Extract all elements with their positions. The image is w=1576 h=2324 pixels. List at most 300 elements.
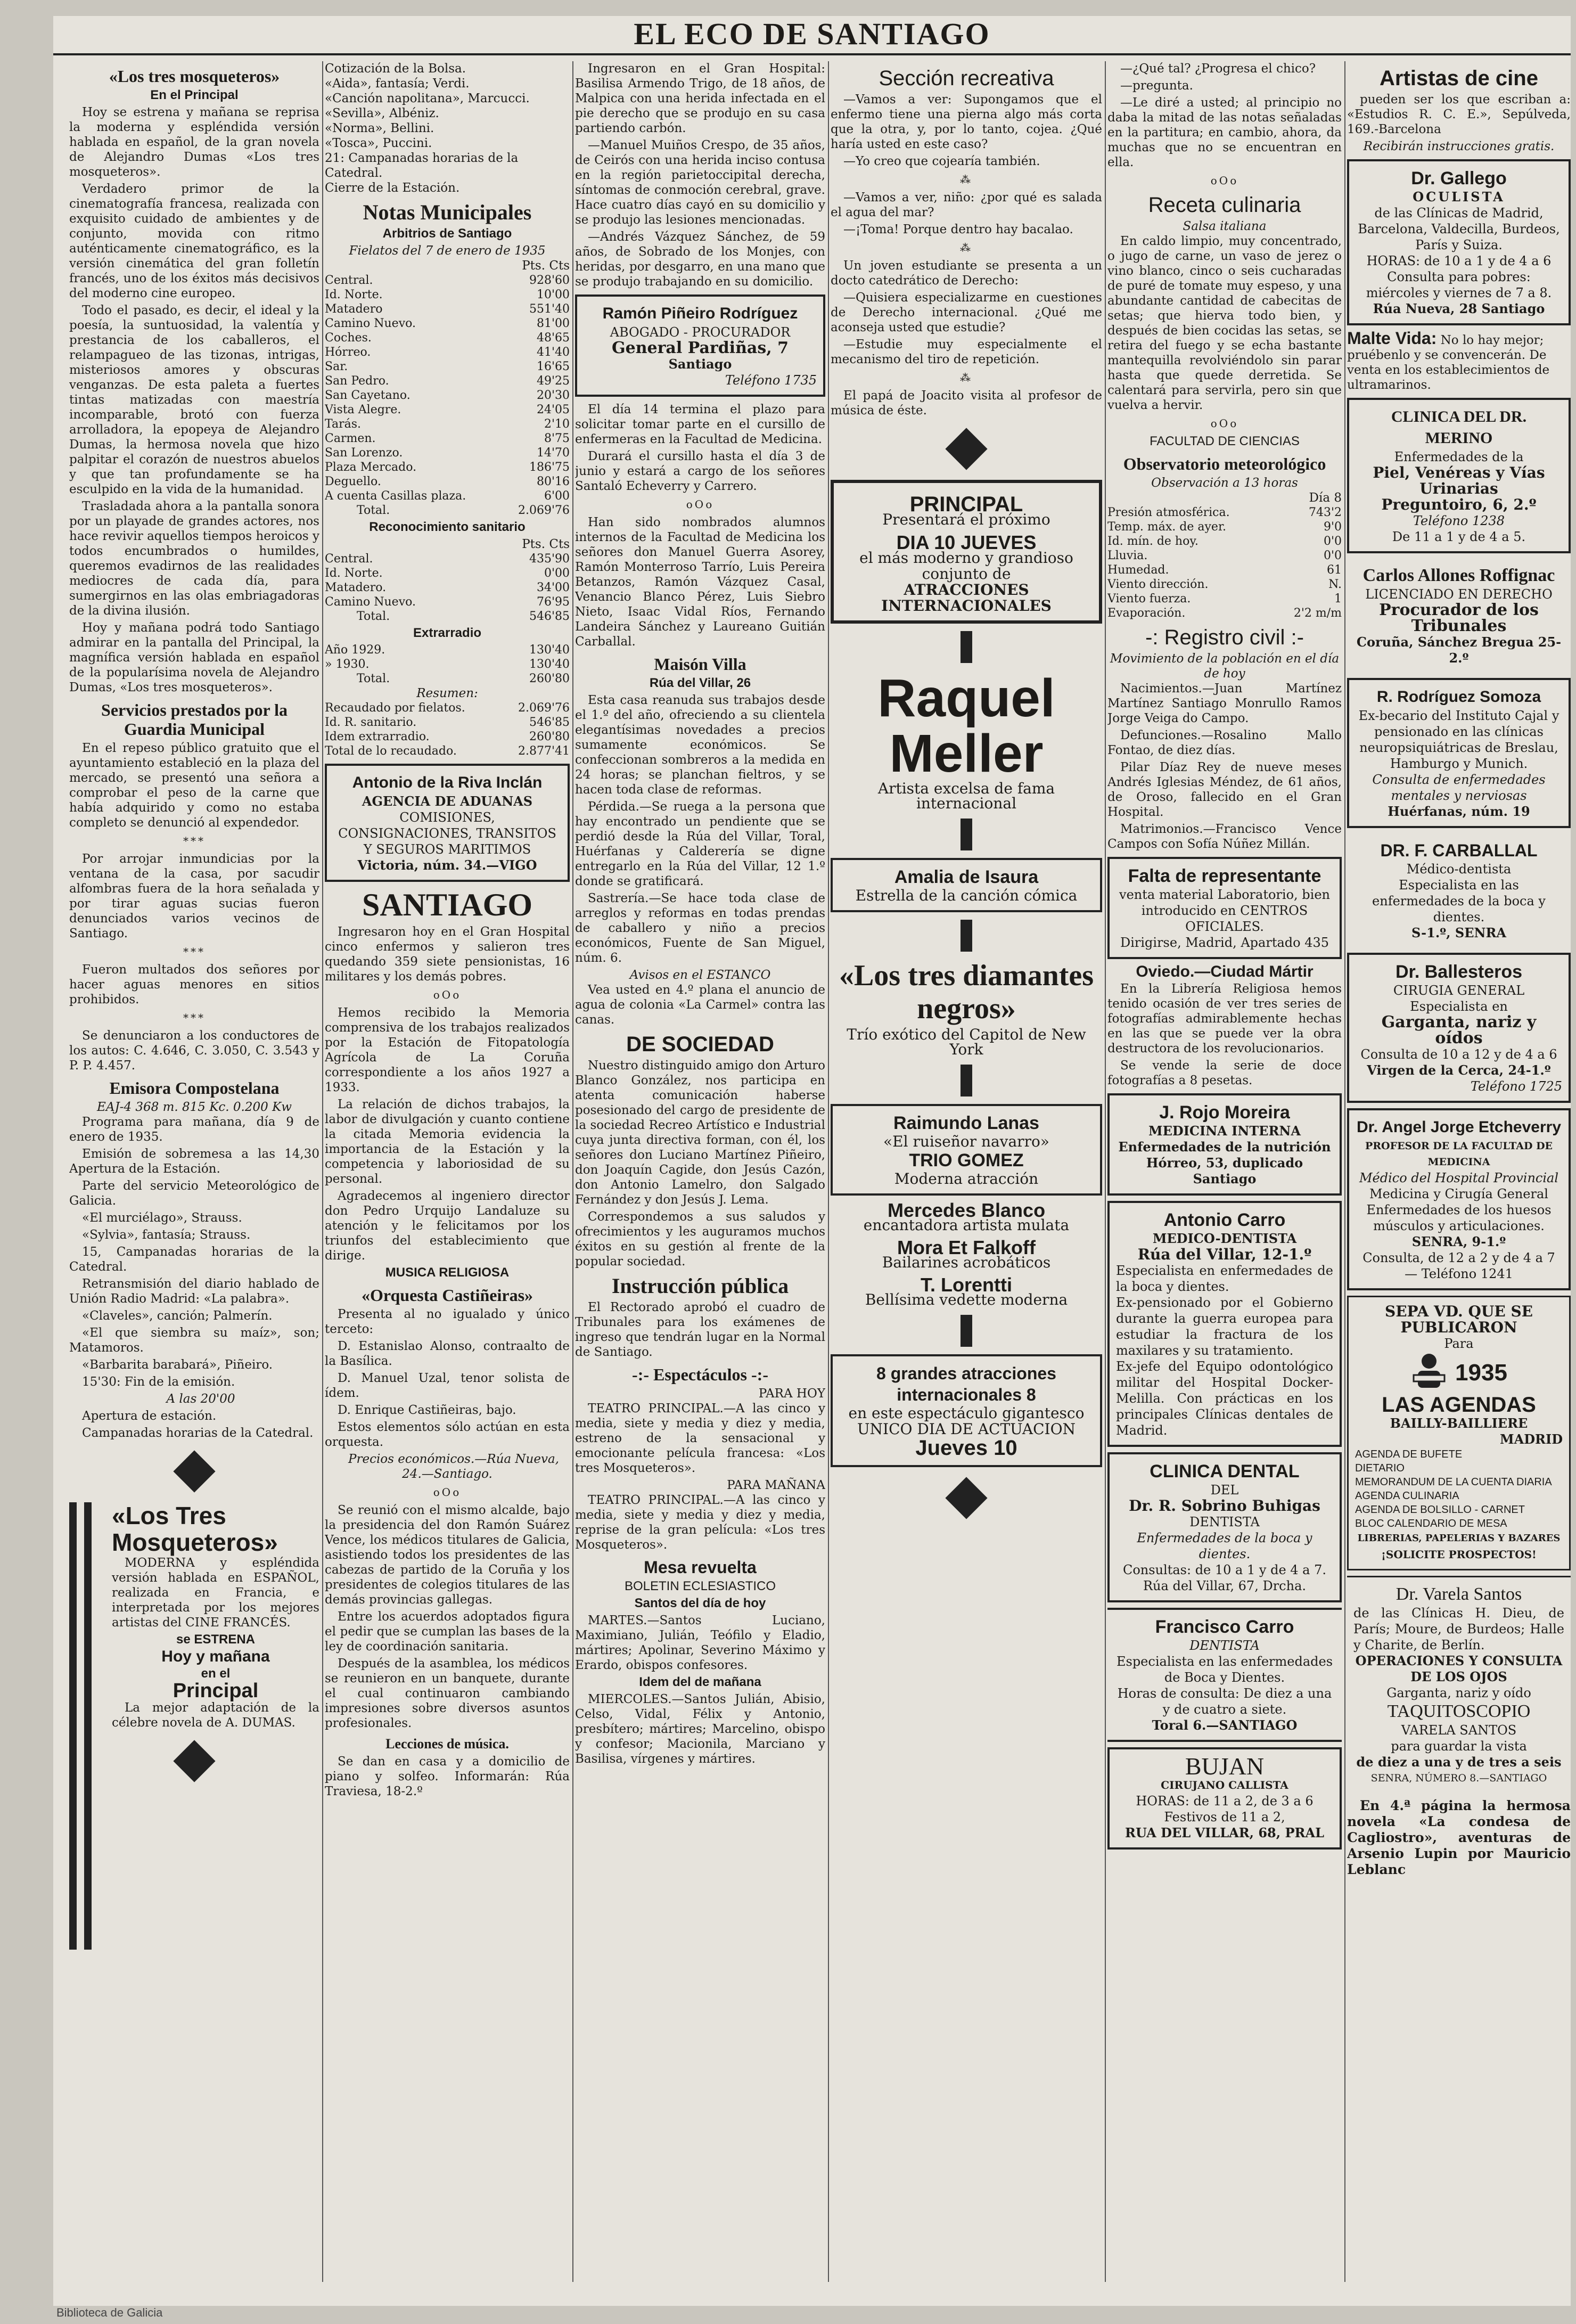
row-value: 130'40 [529,643,570,657]
ad-name: DR. F. CARBALLAL [1380,841,1538,860]
ad-line: PROFESOR DE LA FACULTAD DE MEDICINA [1365,1140,1553,1168]
diamond-ornament [945,1477,987,1519]
row-label: Id. mín. de hoy. [1107,535,1199,548]
radio-item: «Aida», fantasía; Verdi. [325,77,470,91]
ad-box [1347,678,1571,828]
row-value: 2'2 m/m [1293,607,1342,620]
ad-name: Carlos Allones Roffignac [1362,566,1555,585]
paragraph: «Claveles», canción; Palmerín. [82,1309,273,1323]
promo-line: 8 grandes atracciones internacionales 8 [876,1364,1056,1404]
row-label: Plaza Mercado. [325,461,417,474]
subheadline: Observación a 13 horas [1151,476,1298,490]
table-row [325,595,570,609]
ad-box [1107,1747,1342,1850]
ad-line: COMISIONES, CONSIGNACIONES, TRANSITOS Y SEGUROS MARITIMOS [338,810,556,857]
row-value: 20'30 [536,389,570,402]
ad-line: Teléfono 1238 [1413,513,1505,528]
paragraph: D. Manuel Uzal, tenor solista de ídem. [325,1371,570,1400]
headline: Observatorio meteorológico [1123,454,1326,473]
row-label: Central. [325,552,373,566]
row-label: » 1930. [325,658,370,671]
list-item: DIETARIO [1355,1462,1405,1474]
table-row [1107,549,1342,563]
row-label: Viento fuerza. [1107,592,1191,605]
ad-line: MADRID [1500,1431,1563,1447]
table-row [1107,563,1342,577]
ad-line: HORAS: de 11 a 2, de 3 a 6 [1136,1794,1314,1809]
ad-line: Para [1444,1336,1474,1351]
column-separator [1344,61,1345,2282]
subheadline: PARA MAÑANA [727,1478,825,1492]
ad-line: DENTISTA [1189,1515,1260,1529]
paragraph: El papá de Joacito visita al profesor de música de éste. [831,389,1102,418]
ad-line: Consulta para pobres: miércoles y viernes de 7 a 8. [1366,269,1552,300]
ad-text: La mejor adaptación de la célebre novela de A. DUMAS. [112,1701,319,1730]
row-label: Central. [325,274,373,287]
ad-line: LIBRERIAS, PAPELERIAS Y BAZARES [1357,1533,1561,1544]
row-label: Lluvia. [1107,549,1148,562]
headline: Emisora Compostelana [109,1078,280,1098]
library-credit: Biblioteca de Galicia [56,2306,163,2319]
ornament: ⁂ [960,371,973,384]
paragraph: Programa para mañana, día 9 de enero de 1935. [69,1115,319,1144]
row-value: 2.069'76 [518,701,570,715]
newspaper-page [53,16,1571,2319]
paragraph: MIERCOLES.—Santos Julián, Abisio, Celso, Vidal, Félix y Antonio, presbítero; mártires; Marcelino, obispo y confesor; Macionila, Marciano y Basilisa, vírgenes y mártires. [575,1692,825,1766]
act-sub: Trío exótico del Capitol de New York [847,1026,1086,1058]
row-label: Coches. [325,331,372,345]
paragraph: —¿Qué tal? ¿Progresa el chico? [1120,62,1316,76]
act-name: Amalia de Isaura [894,867,1039,887]
row-label: Camino Nuevo. [325,595,416,609]
column-4 [831,61,1102,2282]
ad-line: Enfermedades de la [1394,449,1524,464]
total-row [325,672,570,686]
ad-text: MODERNA y espléndida versión hablada en ESPAÑOL, realizada en Francia, e interpretada por los mejores artistas del CINE FRANCÉS. [112,1556,319,1630]
row-value: 76'95 [536,595,570,609]
paragraph: —Vamos a ver, niño: ¿por qué es salada el agua del mar? [831,191,1102,219]
list-item: AGENDA DE BUFETE [1355,1449,1463,1460]
paragraph: —Yo creo que cojearía también. [843,154,1040,168]
ad-line: 1935 [1455,1360,1507,1386]
paragraph: Precios económicos.—Rúa Nueva, 24.—Santiago. [348,1452,559,1481]
ad-line: Garganta, nariz y oído [1386,1685,1531,1700]
row-label: Matadero [325,302,383,316]
headline: Artistas de cine [1380,67,1538,90]
summary-table [325,701,570,744]
column-separator [1105,61,1106,2282]
row-value: 435'90 [529,552,570,566]
ad-line: Coruña, Sánchez Bregua 25-2.º [1356,634,1562,666]
row-label: Temp. máx. de ayer. [1107,520,1227,534]
radio-item: Cotización de la Bolsa. [325,62,466,76]
row-value: 61 [1327,563,1342,577]
row-value: 130'40 [529,658,570,671]
act-sub: Estrella de la canción cómica [855,887,1078,904]
row-label: Año 1929. [325,643,385,657]
ad-line: RUA DEL VILLAR, 68, PRAL [1125,1825,1324,1840]
row-value: 34'00 [536,581,570,594]
row-value: 10'00 [536,288,570,301]
masthead: EL ECO DE SANTIAGO [634,17,990,51]
table-row [325,345,570,359]
ad-line: AGENCIA DE ADUANAS [362,793,533,809]
unit-label: Pts. Cts [522,537,570,551]
row-label: San Pedro. [325,374,389,388]
ad-box [1347,398,1571,553]
column-separator [572,61,573,2282]
ad-text: Hoy y mañana [161,1648,270,1665]
row-value: 41'40 [536,346,570,359]
paragraph: Verdadero primor de la cinematografía francesa, realizada con exquisito cuidado de ambientes y de conjunto, movida con ritmo auténticamente cinematográfico, es la versión cinemática del gran folletín francés, uno de los éxitos más decisivos del moderno cine europeo. [69,182,319,300]
row-value: 743'2 [1308,506,1342,519]
unit-label: Pts. Cts [522,259,570,273]
paragraph: Se dan en casa y a domicilio de piano y solfeo. Informarán: Rúa Traviesa, 18-2.º [325,1755,570,1798]
ad-line: SEPA VD. QUE SE PUBLICARON [1384,1303,1533,1336]
column-6 [1347,61,1571,2282]
promo-line: Artista excelsa de fama internacional [877,780,1055,812]
headline: Lecciones de música. [385,1736,509,1752]
row-value: 48'65 [536,331,570,345]
ad-line: Horas de consulta: De diez a una y de cuatro a siete. [1117,1686,1332,1717]
bar-ornament [961,1315,972,1347]
paragraph: Defunciones.—Rosalino Mallo Fontao, de diez días. [1107,729,1342,757]
paragraph: pueden ser los que escriban a: «Estudios R. C. E.», Sepúlveda, 169.-Barcelona [1347,93,1571,136]
ornament: oOo [433,988,462,1001]
paragraph: En 4.ª página la hermosa novela «La condesa de Cagliostro», aventuras de Arsenio Lupin por Mauricio Leblanc [1347,1798,1571,1877]
subheadline: Salsa italiana [1183,219,1267,233]
paragraph: TEATRO PRINCIPAL.—A las cinco y media, siete y media y diez y media, reprise de la gran película: «Los tres Mosqueteros». [575,1493,825,1552]
column-separator [322,61,323,2282]
act-name: Mora Et Falkoff [897,1237,1036,1258]
agendas-header [1355,1352,1563,1394]
agendas-list [1355,1447,1563,1531]
ad-line: De 11 a 1 y de 4 a 5. [1392,529,1526,544]
table-row [325,288,570,302]
paragraph: En caldo limpio, muy concentrado, o jugo de carne, un vaso de jerez o vino blanco, cinco o seis cucharadas de puré de tomate muy espeso, y una abundante cantidad de cabecitas de setas; que hierva todo bien, y después de bien cocidas las setas, se retira del fuego y se echa bastante mantequilla revolviéndolo sin parar hasta que quede derretida. Se calentará para servirla, pero sin que vuelva a hervir. [1107,234,1342,412]
paragraph: D. Estanislao Alonso, contraalto de la Basílica. [325,1339,570,1368]
promo-line: PRINCIPAL [909,493,1023,516]
diamond-ornament [173,1740,215,1782]
ad-line: Medicina y Cirugía General [1369,1186,1548,1201]
row-value: 928'60 [529,274,570,287]
subheadline: BOLETIN ECLESIASTICO [624,1579,776,1593]
ad-line: Consultas: de 10 a 1 y de 4 a 7. [1122,1562,1327,1577]
ad-box [1107,1201,1342,1447]
ad-name: Malte Vida: [1347,329,1437,348]
subheadline: Idem del de mañana [639,1675,761,1689]
ad-line: No lo hay mejor; pruébenlo y se convencerán. De venta en los establecimientos de ultramarinos. [1347,333,1550,392]
headline: DE SOCIEDAD [626,1033,774,1056]
paragraph: Fueron multados dos señores por hacer aguas menores en sitios prohibidos. [69,963,319,1006]
headline: -:- Espectáculos -:- [632,1365,768,1384]
promo-line: el más moderno y grandioso conjunto de [859,549,1073,583]
ad-line: SENRA, 9-1.º [1411,1234,1506,1249]
ad-box [325,764,570,882]
ad-name: BUJAN [1185,1753,1265,1780]
ad-box [1347,1108,1571,1290]
ad-name: Dr. Varela Santos [1396,1584,1522,1604]
paragraph: El día 14 termina el plazo para solicitar tomar parte en el cursillo de enfermeras en la Facultad de Medicina. [575,403,825,446]
ad-box [1347,559,1571,673]
paragraph: «El murciélago», Strauss. [82,1211,242,1225]
row-value: 2'10 [544,418,570,431]
column-2 [325,61,570,2282]
paragraph: Agradecemos al ingeniero director don Pedro Urquijo Landaluze su atención y le felicitamos por los triunfos del establecimiento que dirige. [325,1189,570,1263]
row-label: Hórreo. [325,346,371,359]
row-value: 0'0 [1323,549,1342,562]
table-row [325,701,570,715]
ornament: oOo [686,498,715,511]
subheadline: Reconocimiento sanitario [369,520,526,534]
ad-line: CIRUGIA GENERAL [1393,983,1525,998]
ad-line: OPERACIONES Y CONSULTA DE LOS OJOS [1355,1653,1563,1684]
row-label: Presión atmosférica. [1107,506,1230,519]
table-row [325,566,570,580]
ad-line: ¡SOLICITE PROSPECTOS! [1381,1548,1537,1561]
ornament: oOo [1210,174,1239,187]
table-row [1107,534,1342,549]
table-row [325,431,570,446]
act-box [831,1104,1102,1196]
ad-name: R. Rodríguez Somoza [1376,688,1541,706]
row-label: Viento dirección. [1107,578,1209,591]
act-name: Mercedes Blanco [887,1199,1046,1221]
ad-line: Ex-jefe del Equipo odontológico militar del Hospital Docker-Melilla. Con prácticas en los principales Clínicas dentales de Madrid. [1116,1359,1333,1438]
total-value: 260'80 [529,672,570,685]
ad-box [1107,857,1342,959]
paragraph: Pérdida.—Se ruega a la persona que hay encontrado un pendiente que se perdió desde la Rúa del Villar, Toral, Huérfanas y Calderería se digne entregarlo en la Rúa del Villar, 12 1.º donde se gratificará. [575,800,825,888]
paragraph: Avisos en el ESTANCO [629,968,771,982]
row-value: 0'00 [544,567,570,580]
paragraph: Correspondemos a sus saludos y ofrecimientos y les auguramos muchos éxitos en su gestión al frente de la popular sociedad. [575,1210,825,1269]
ad-line: LICENCIADO EN DERECHO [1365,587,1553,602]
act-name: TRIO GOMEZ [909,1150,1024,1171]
ornament: oOo [1210,417,1239,430]
promo-line: ATRACCIONES INTERNACIONALES [881,581,1052,615]
paragraph: En el repeso público gratuito que el ayuntamiento estableció en la plaza del mercado, se presentó una señora a comprobar el peso de la carne que había adquirido y como no estaba completo se denunció al expendedor. [69,741,319,830]
paragraph: —Andrés Vázquez Sánchez, de 59 años, de Sobrado de los Monjes, con heridas, por desgarro, en una mano que se produjo trabajando en su domicilio. [575,230,825,289]
list-item: MEMORANDUM DE LA CUENTA DIARIA [1355,1476,1552,1488]
reader-figure-icon [1410,1352,1448,1394]
ad-name: Dr. Ballesteros [1395,962,1523,982]
ad-name: Dr. Angel Jorge Etcheverry [1356,1118,1562,1136]
headline: -: Registro civil :- [1145,626,1304,649]
ad-line: Enfermedades de la boca y dientes. [1137,1531,1312,1561]
ad-line: MEDICO-DENTISTA [1152,1231,1297,1246]
ad-line: Médico-dentista [1406,862,1512,877]
total-row [325,609,570,624]
subheadline: Rúa del Villar, 26 [649,676,751,690]
column-1 [69,61,319,2282]
total-label: Total. [357,504,390,517]
ad-line: Piel, Venéreas y Vías Urinarias [1373,464,1545,497]
bar-ornament [961,819,972,850]
row-label: Id. Norte. [325,567,383,580]
table-row [1107,592,1342,606]
paragraph: Retransmisión del diario hablado de Unión Radio Madrid: «La palabra». [69,1277,319,1306]
row-value: 546'85 [529,716,570,729]
paragraph: Nacimientos.—Juan Martínez Martínez Santiago Monrullo Ramos Jorge Veiga do Campo. [1107,682,1342,725]
paragraph: Ingresaron en el Gran Hospital: Basilisa Armendo Trigo, de 18 años, de Malpica con una herida infectada en el pie derecho que se produjo en su casa partiendo carbón. [575,62,825,135]
paragraph: La relación de dichos trabajos, la labor de divulgación y cuanto contiene la citada Memoria evidencia la importancia de la Estación y la competencia y laboriosidad de su personal. [325,1098,570,1186]
ad-name: Antonio Carro [1163,1210,1286,1230]
row-label: Vista Alegre. [325,403,401,416]
subheadline: Santos del día de hoy [634,1596,766,1610]
ad-line: LAS AGENDAS [1382,1393,1536,1417]
ad-line: Procurador de los Tribunales [1379,601,1539,635]
headline: «Los tres mosqueteros» [109,67,280,86]
paragraph: Sastrería.—Se hace toda clase de arreglos y reformas en todas prendas de caballero y niño a precios económicos, Fuente de San Miguel, núm. 6. [575,891,825,965]
row-value: 8'75 [544,432,570,445]
headline: SANTIAGO [362,887,533,922]
act-sub: encantadora artista mulata [863,1216,1070,1234]
ad-name: CLINICA DENTAL [1150,1461,1300,1482]
ad-line: ABOGADO - PROCURADOR [610,325,791,340]
ad-box [1347,1576,1571,1793]
ad-line: Teléfono 1735 [725,373,817,388]
paragraph: Se denunciaron a los conductores de los autos: C. 4.646, C. 3.050, C. 3.543 y P. P. 4.457. [69,1029,319,1073]
ad-box [1107,1093,1342,1196]
row-value: 6'00 [544,489,570,503]
ornament: oOo [433,1486,462,1499]
masthead-rule [53,53,1571,55]
subheadline: Movimiento de la población en el día de hoy [1110,652,1340,681]
row-label: Tarás. [325,418,361,431]
paragraph: 15'30: Fin de la emisión. [82,1375,235,1389]
diamond-ornament [173,1450,215,1492]
ad-line: BAILLY-BAILLIERE [1390,1415,1528,1431]
column-3 [575,61,825,2282]
ad-name: CLINICA DEL DR. MERINO [1391,408,1527,447]
table-row [325,715,570,730]
final-promo [831,1354,1102,1467]
headline: Receta culinaria [1148,193,1301,217]
ad-line: Ex-pensionado por el Gobierno durante la guerra europea para estudiar la fractura de los maxilares y su tratamiento. [1116,1295,1333,1358]
ad-line: Médico del Hospital Provincial [1359,1171,1559,1185]
ad-line: Toral 6.—SANTIAGO [1152,1717,1298,1733]
act-name: Raimundo Lanas [893,1113,1039,1133]
row-label: Evaporación. [1107,607,1186,620]
row-value: 186'75 [529,461,570,474]
paragraph: —Vamos a ver: Supongamos que el enfermo tiene una pierna algo más corta que la otra, y, por lo tanto, cojea. ¿Qué haría usted en este caso? [831,93,1102,151]
row-label: San Lorenzo. [325,446,403,460]
ad-line: venta material Laboratorio, bien introducido en CENTROS OFICIALES. [1119,887,1330,934]
ad-text: Principal [173,1680,259,1702]
ad-line: Consulta de enfermedades mentales y nerviosas [1372,772,1546,803]
total-label: Total. [357,610,390,623]
ad-line: SENRA, NÚMERO 8.—SANTIAGO [1370,1772,1547,1784]
paragraph: «El que siembra su maíz», son; Matamoros. [69,1326,319,1355]
subheadline: En el Principal [150,88,239,102]
ad-line: HORAS: de 10 a 1 y de 4 a 6 [1366,253,1552,268]
row-label: Humedad. [1107,563,1169,577]
paragraph: MARTES.—Santos Luciano, Maximiano, Julián, Teófilo y Eladio, mártires; Apolinar, Severino Máximo y Erardo, obispos confesores. [575,1614,825,1672]
ad-line: Consulta, de 12 a 2 y de 4 a 7 — Teléfono 1241 [1362,1250,1555,1281]
table-row [325,273,570,288]
ad-line: DEL [1210,1483,1239,1497]
row-label: San Cayetano. [325,389,411,402]
ad-text: en el [201,1666,231,1681]
ad-line: de diez a una y de tres a seis [1356,1754,1562,1770]
table-row [325,730,570,744]
extrarradio-table [325,643,570,672]
radio-item: «Canción napolitana», Marcucci. [325,92,530,105]
ad-line: General Pardiñas, 7 [612,339,789,357]
list-item: BLOC CALENDARIO DE MESA [1355,1518,1507,1529]
total-label: Total. [357,672,390,685]
ad-line: Enfermedades de los huesos músculos y articulaciones. [1366,1202,1552,1233]
row-label: A cuenta Casillas plaza. [325,489,466,503]
subheadline: Oviedo.—Ciudad Mártir [1136,963,1314,980]
paragraph: El Rectorado aprobó el cuadro de Tribunales para los exámenes de ingreso que tendrán lugar en la Normal de Santiago. [575,1300,825,1359]
table-row [325,552,570,566]
paragraph: Hemos recibido la Memoria comprensiva de los trabajos realizados por la Estación de Fitopatología Agrícola de La Coruña correspondiente a los años 1927 a 1933. [325,1006,570,1094]
ad-line: CIRUJANO CALLISTA [1161,1779,1288,1791]
row-label: Id. R. sanitario. [325,716,417,729]
ad-line: Santiago [1193,1171,1257,1186]
headline: Sección recreativa [879,67,1054,90]
diamond-ornament [945,428,987,470]
raquel-meller: Raquel Meller [877,668,1055,783]
table-row [325,403,570,417]
paragraph: Vea usted en 4.º plana el anuncio de agua de colonia «La Carmel» contra las canas. [575,983,825,1027]
paragraph: Presenta al no igualado y único terceto: [325,1307,570,1336]
row-label: Id. Norte. [325,288,383,301]
revenue-table [325,273,570,503]
paragraph: Trasladada ahora a la pantalla sonora por un playade de grandes actores, nos hace revivir aquellos tiempos heroicos y todos encumbrados o humildes, queremos evadirnos de las realidades mediocres de cada día, para sumergirnos en las olas embriagadoras de la divina ilusión. [69,500,319,618]
row-value: 49'25 [536,374,570,388]
ad-text: se ESTRENA [176,1632,256,1647]
paragraph: —Manuel Muiños Crespo, de 35 años, de Ceirós con una herida inciso contusa en la región parietoccipital derecha, síntomas de conmoción cerebral, grave. Hace cuatro días cayó en su domicilio y se produjo las lesiones mencionadas. [575,138,825,227]
ad-line: Dirigirse, Madrid, Apartado 435 [1120,935,1329,950]
malte-ad [1347,331,1571,392]
ornament-stars: *** [183,1011,206,1024]
act-sub: Moderna atracción [894,1170,1039,1188]
list-item: AGENDA CULINARIA [1355,1490,1459,1502]
ad-box [1347,953,1571,1103]
row-label: Carmen. [325,432,376,445]
row-value: 14'70 [536,446,570,460]
ad-line: Rúa Nueva, 28 Santiago [1373,301,1545,316]
promo-line: Presentará el próximo [882,511,1050,528]
row-value: 9'0 [1323,520,1342,534]
total-row [325,503,570,518]
paragraph: Entre los acuerdos adoptados figura el pedir que se cumplan las bases de la ley de coordinación sanitaria. [325,1610,570,1654]
ad-line: Festivos de 11 a 2, [1164,1810,1285,1824]
ad-line: Preguntoiro, 6, 2.º [1381,496,1537,513]
paragraph: «Sylvia», fantasía; Strauss. [82,1228,251,1242]
ad-line: Teléfono 1725 [1470,1079,1562,1094]
paragraph: —¡Toma! Porque dentro hay bacalao. [843,223,1073,236]
paragraph: En la Librería Religiosa hemos tenido ocasión de ver tres series de fotografías admirablemente hechas en las que se puede ver la obra destructora de los revolucionarios. [1107,982,1342,1055]
table-row [325,489,570,503]
table-row [325,657,570,672]
headline: «Orquesta Castiñeiras» [361,1286,533,1305]
paragraph: —Quisiera especializarme en cuestiones de Derecho internacional. ¿Qué me aconseja usted que estudie? [831,291,1102,334]
row-label: Deguello. [325,475,381,488]
total-value: 546'85 [529,610,570,623]
row-label: Camino Nuevo. [325,317,416,330]
headline: Maisón Villa [654,654,746,674]
table-row [325,388,570,403]
promo-line: UNICO DIA DE ACTUACION [857,1420,1076,1438]
row-value: 551'40 [529,302,570,316]
subheadline: MUSICA RELIGIOSA [385,1265,510,1280]
ad-line: Ex-becario del Instituto Cajal y pensionado en las clínicas neuropsiquiátricas de Breslau, Hamburgo y Munich. [1358,708,1559,771]
ad-name: Falta de representante [1128,866,1321,886]
ad-line: Santiago [668,356,732,372]
